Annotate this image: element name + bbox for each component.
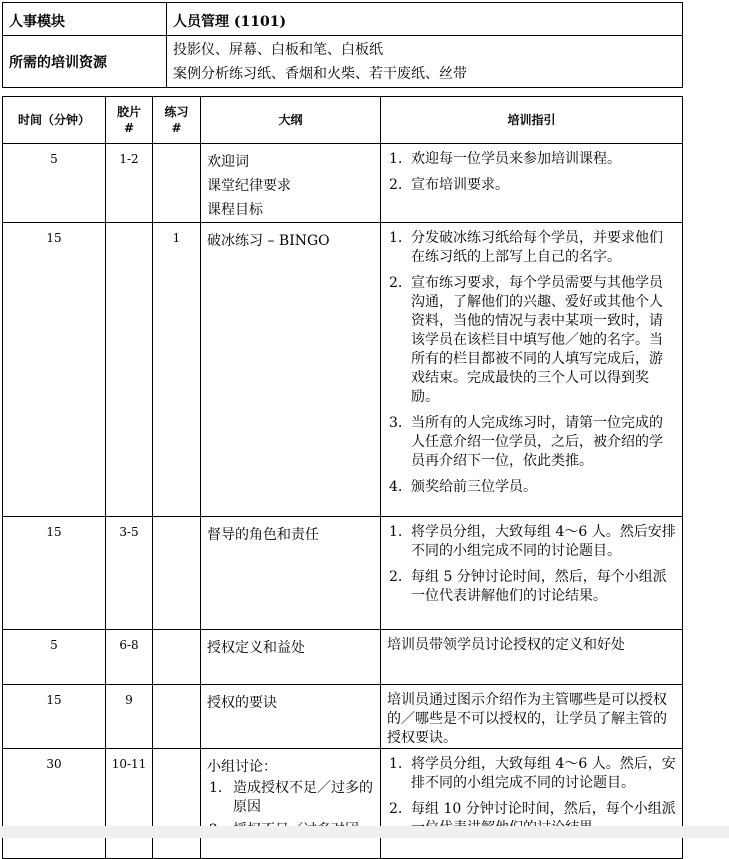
header-slide: 胶片 # [106,97,153,144]
header-exercise: 练习 # [153,97,201,144]
row-slide [106,223,153,517]
guide-item: 2. 宣布练习要求，每个学员需要与其他学员沟通，了解他们的兴趣、爱好或其他个人资料，当他的情况与表中某项一致时，请该学员在该栏目中填写他／她的名字。当所有的栏目都被不同的人填写完成后，游戏结束。完成最快的三个人可以得到奖励。 [389,275,663,405]
table-row [3,223,683,517]
guide-item: 1. 分发破冰练习纸给每个学员，并要求他们在练习纸的上部写上自己的名字。 [389,230,663,265]
guide-item: 2. 宣布培训要求。 [389,177,509,193]
schedule-header-row [3,97,683,144]
row-outline: 授权的要诀 [201,685,381,749]
row-outline: 欢迎词 课堂纪律要求 课程目标 [201,144,381,223]
row-slide: 10-11 [106,749,153,859]
guide-item: 1. 欢迎每一位学员来参加培训课程。 [389,151,621,167]
module-value: 人员管理 (1101) [167,3,683,36]
row-outline: 小组讨论： 1. 造成授权不足／过多的原因 [201,749,381,859]
row-guide: 培训员通过图示介绍作为主管哪些是可以授权的／哪些是不可以授权的，让学员了解主管的授权要诀。 [381,685,683,749]
guide-item: 1. 将学员分组，大致每组 4～6 人。然后安排不同的小组完成不同的讨论题目。 [389,524,676,559]
row-exercise [153,517,201,630]
row-slide: 3-5 [106,517,153,630]
row-time: 5 [3,630,106,685]
row-time: 15 [3,685,106,749]
row-slide: 9 [106,685,153,749]
row-guide [381,144,683,223]
row-time: 30 [3,749,106,859]
row-time: 5 [3,144,106,223]
resources-cell [167,36,683,88]
table-row [3,749,683,859]
guide-item: 2. 每组 10 分钟讨论时间，然后，每个小组派 [389,801,676,817]
horizontal-scroll-area[interactable] [0,826,729,838]
header-guide: 培训指引 [381,97,683,144]
guide-item: 2. 每组 5 分钟讨论时间，然后，每个小组派一位代表讲解他们的讨论结果。 [389,569,667,604]
row-guide [381,223,683,517]
table-row [3,144,683,223]
header-time: 时间（分钟） [3,97,106,144]
outline-item: 1. 造成授权不足／过多的原因 [209,780,373,815]
row-outline: 授权定义和益处 [201,630,381,685]
row-exercise [153,685,201,749]
resources-label: 所需的培训资源 [3,36,167,88]
row-outline: 督导的角色和责任 [201,517,381,630]
table-row [3,630,683,685]
header-outline: 大纲 [201,97,381,144]
row-guide [381,517,683,630]
row-exercise: 1 [153,223,201,517]
row-outline: 破冰练习 – BINGO [201,223,381,517]
row-slide: 1-2 [106,144,153,223]
module-label: 人事模块 [3,3,167,36]
resources-line-2: 案例分析练习纸、香烟和火柴、若干废纸、丝带 [173,66,467,82]
guide-item: 1. 将学员分组，大致每组 4～6 人。然后，安排不同的小组完成不同的讨论题目。 [389,756,676,791]
row-slide: 6-8 [106,630,153,685]
guide-item: 4. 颁奖给前三位学员。 [389,479,537,495]
row-time: 15 [3,223,106,517]
row-exercise [153,144,201,223]
row-guide [381,749,683,859]
row-exercise [153,630,201,685]
guide-item: 3. 当所有的人完成练习时，请第一位完成的人任意介绍一位学员，之后，被介绍的学员再介绍下一位，依此类推。 [389,415,663,469]
module-info-table [2,2,683,88]
resources-line-1: 投影仪、屏幕、白板和笔、白板纸 [173,42,383,58]
row-exercise [153,749,201,859]
table-row [3,685,683,749]
row-guide: 培训员带领学员讨论授权的定义和好处 [381,630,683,685]
training-schedule-table [2,96,683,859]
table-row [3,517,683,630]
row-time: 15 [3,517,106,630]
